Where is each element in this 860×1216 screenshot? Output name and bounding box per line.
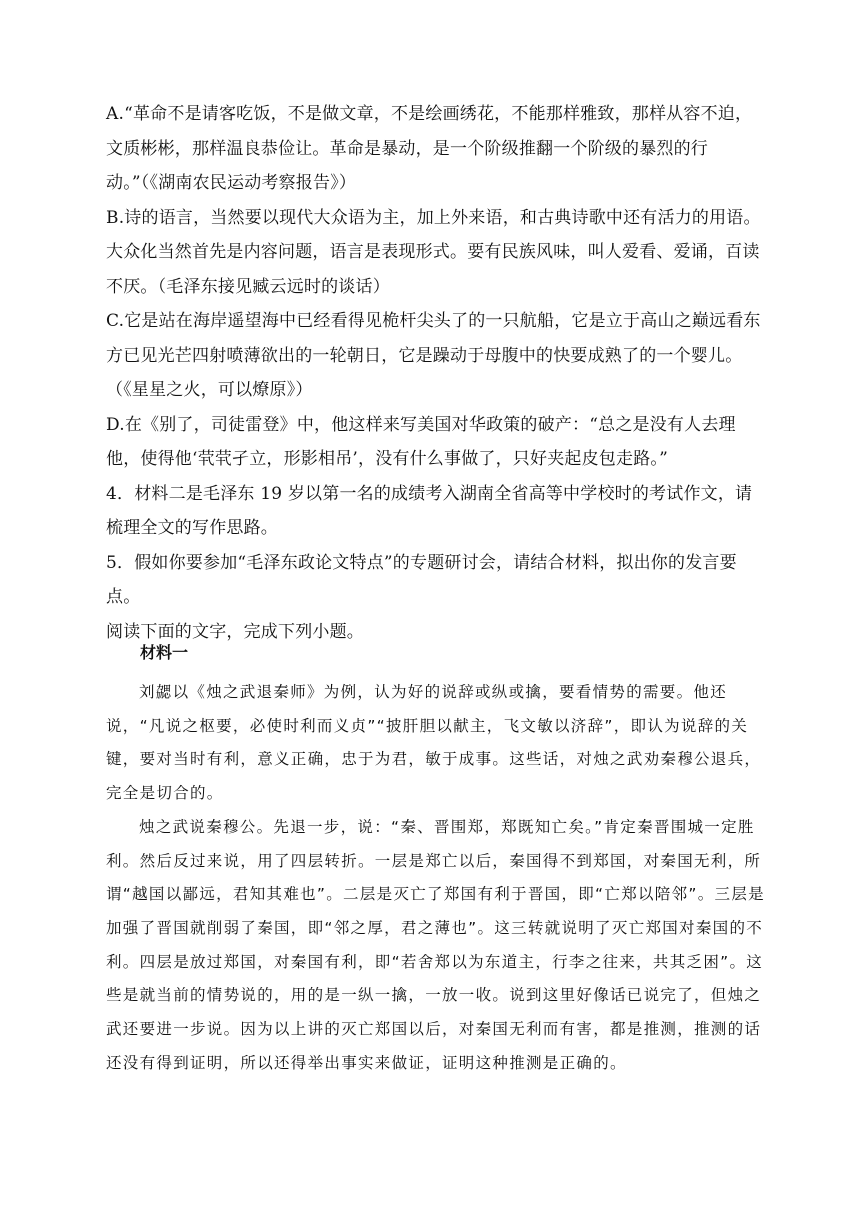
material-paragraph: 烛之武说秦穆公。先退一步，说：“秦、晋围郑，郑既知亡矣。”肯定秦晋围城一定胜利。然后反过来说，用了四层转折。一层是郑亡以后，秦国得不到郑国，对秦国无利，所谓“越国以鄙远，君知其难也”。二层是灭亡了郑国有利于晋国，即“亡郑以陪邻”。三层是加强了晋国就削弱了秦国，即“邻之厚，君之薄也”。这三转就说明了灭亡郑国对秦国的不利。四层是放过郑国，对秦国有利，即“若舍郑以为东道主，行李之往来，共其乏困”。这些是就当前的情势说的，用的是一纵一擒，一放一收。说到这里好像话已说完了，但烛之武还要进一步说。因为以上讲的灭亡郑国以后，对秦国无利而有害，都是推测，推测的话还没有得到证明，所以还得举出事实来做证，证明这种推测是正确的。 <box>106 817 765 1072</box>
option-c: C.它是站在海岸遥望海中已经看得见桅杆尖头了的一只航船，它是立于高山之巅远看东方已见光芒四射喷薄欲出的一轮朝日，它是躁动于母腹中的快要成熟了的一个婴儿。（《星星之火，可以燎原》） <box>106 311 761 400</box>
question-5: 5．假如你要参加“毛泽东政论文特点”的专题研讨会，请结合材料，拟出你的发言要点。 <box>106 552 737 607</box>
question-4: 4．材料二是毛泽东 19 岁以第一名的成绩考入湖南全省高等中学校时的考试作文，请梳理全文的写作思路。 <box>106 483 753 538</box>
option-b: B.诗的语言，当然要以现代大众语为主，加上外来语，和古典诗歌中还有活力的用语。大众化当然首先是内容问题，语言是表现形式。要有民族风味，叫人爱看、爱诵，百读不厌。（毛泽东接见臧云远时的谈话） <box>106 207 761 297</box>
reading-instruction: 阅读下面的文字，完成下列小题。 <box>106 621 364 642</box>
material-paragraph: 刘勰以《烛之武退秦师》为例，认为好的说辞或纵或擒，要看情势的需要。他还说，“凡说之枢要，必使时利而义贞”“披肝胆以献主，飞文敏以济辞”，即认为说辞的关键，要对当时有利，意义正确，忠于为君，敏于成事。这些话，对烛之武劝秦穆公退兵，完全是切合的。 <box>106 683 762 803</box>
question-section <box>106 97 766 649</box>
option-a: A.“革命不是请客吃饭，不是做文章，不是绘画绣花，不能那样雅致，那样从容不迫，文质彬彬，那样温良恭俭让。革命是暴动，是一个阶级推翻一个阶级的暴烈的行动。”（《湖南农民运动考察报告》） <box>106 104 753 193</box>
material-heading: 材料一 <box>140 643 189 662</box>
material-one <box>106 676 766 1080</box>
option-d: D.在《别了，司徒雷登》中，他这样来写美国对华政策的破产：“总之是没有人去理他，使得他‘茕茕孑立，形影相吊’，没有什么事做了，只好夹起皮包走路。” <box>106 414 736 469</box>
